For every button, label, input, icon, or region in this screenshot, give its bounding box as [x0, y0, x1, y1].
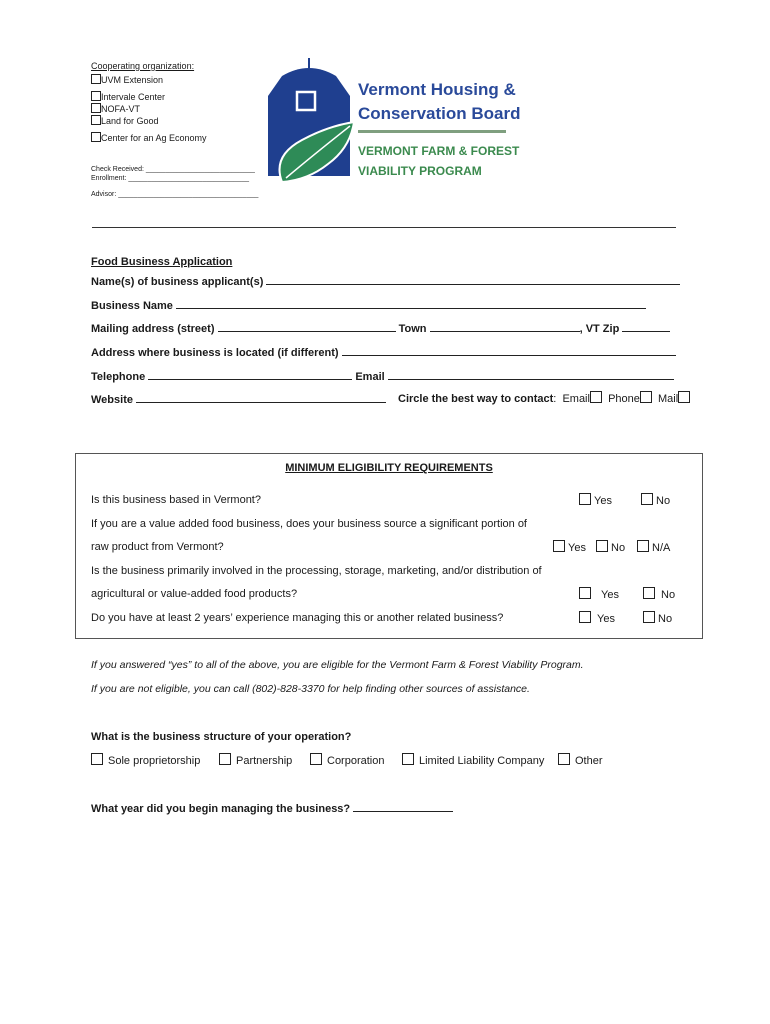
q1-no-option[interactable]: No: [641, 493, 670, 508]
town-label: Town: [398, 323, 427, 335]
structure-other-option[interactable]: Other: [558, 753, 603, 768]
eligibility-q2-line2: raw product from Vermont?: [91, 541, 224, 553]
eligibility-q3-line2: agricultural or value-added food products?: [91, 588, 298, 600]
checkbox[interactable]: [641, 493, 653, 505]
eligibility-q3-line1: Is the business primarily involved in the processing, storage, marketing, and/or distribution of: [91, 565, 542, 577]
structure-partnership-option[interactable]: Partnership: [219, 753, 292, 768]
q2-no-option[interactable]: No: [596, 540, 625, 555]
vhcb-logo-icon: [262, 56, 362, 186]
eligibility-q2-line1: If you are a value added food business, does your business source a significant portion of: [91, 518, 527, 530]
structure-corporation-option[interactable]: Corporation: [310, 753, 384, 768]
checkbox[interactable]: [219, 753, 231, 765]
not-eligible-note: If you are not eligible, you can call (802)-828-3370 for help finding other sources of assistance.: [91, 683, 530, 695]
structure-sole-prop-option[interactable]: Sole proprietorship: [91, 753, 200, 768]
contact-mail-option[interactable]: Mail: [655, 393, 690, 405]
checkbox[interactable]: [91, 132, 101, 142]
q3-yes-option[interactable]: Yes: [579, 587, 619, 602]
mailing-street-field[interactable]: [218, 320, 396, 332]
mailing-address-row: [91, 320, 670, 336]
zip-field[interactable]: [622, 320, 670, 332]
town-field[interactable]: [430, 320, 580, 332]
checkbox[interactable]: [91, 753, 103, 765]
checkbox[interactable]: [579, 611, 591, 623]
eligible-note: If you answered “yes” to all of the above, you are eligible for the Vermont Farm & Forest Viability Program.: [91, 659, 584, 671]
logo-title-line2: Conservation Board: [358, 104, 521, 123]
q4-yes-option[interactable]: Yes: [579, 611, 615, 626]
org-option-nofa[interactable]: NOFA-VT: [91, 103, 140, 115]
year-row: [91, 800, 453, 816]
checkbox[interactable]: [596, 540, 608, 552]
telephone-field[interactable]: [148, 368, 352, 380]
business-name-row: [91, 297, 646, 313]
website-row: [91, 391, 386, 407]
logo-subtitle-line2: VIABILITY PROGRAM: [358, 164, 482, 178]
location-field[interactable]: [342, 344, 676, 356]
checkbox[interactable]: [310, 753, 322, 765]
contact-phone-option[interactable]: Phone: [605, 393, 652, 405]
cooperating-org-label: Cooperating organization:: [91, 61, 195, 71]
org-option-uvm[interactable]: UVM Extension: [91, 74, 163, 86]
structure-question: What is the business structure of your operation?: [91, 731, 352, 743]
checkbox[interactable]: [402, 753, 414, 765]
form-title: Food Business Application: [91, 256, 233, 268]
checkbox[interactable]: [91, 115, 101, 125]
business-name-field[interactable]: [176, 297, 646, 309]
eligibility-q4: Do you have at least 2 years’ experience managing this or another related business?: [91, 612, 504, 624]
email-label: Email: [355, 371, 385, 383]
checkbox[interactable]: [91, 103, 101, 113]
contact-pref-label: Circle the best way to contact: [398, 393, 554, 405]
advisor-field[interactable]: Advisor: ____________________________________: [91, 191, 259, 198]
email-field[interactable]: [388, 368, 674, 380]
eligibility-q1: Is this business based in Vermont?: [91, 494, 261, 506]
structure-llc-option[interactable]: Limited Liability Company: [402, 753, 544, 768]
enrollment-field[interactable]: Enrollment: _______________________________: [91, 175, 250, 182]
contact-preference: Circle the best way to contact: Email Phone Mail: [398, 391, 690, 406]
business-name-label: Business Name: [91, 300, 173, 312]
checkbox[interactable]: [643, 587, 655, 599]
mailing-label: Mailing address (street): [91, 323, 215, 335]
checkbox[interactable]: [637, 540, 649, 552]
logo-divider: [358, 130, 506, 133]
checkbox[interactable]: [91, 91, 101, 101]
q4-no-option[interactable]: No: [643, 611, 672, 626]
org-option-intervale[interactable]: Intervale Center: [91, 91, 165, 103]
website-field[interactable]: [136, 391, 386, 403]
org-option-ag-economy[interactable]: Center for an Ag Economy: [91, 132, 207, 144]
checkbox[interactable]: [590, 391, 602, 403]
checkbox[interactable]: [643, 611, 655, 623]
q3-no-option[interactable]: No: [643, 587, 675, 602]
contact-row: [91, 368, 674, 384]
checkbox[interactable]: [579, 587, 591, 599]
year-question: What year did you begin managing the business?: [91, 803, 351, 815]
applicant-name-field[interactable]: [266, 273, 680, 285]
location-address-row: [91, 344, 676, 360]
q2-yes-option[interactable]: Yes: [553, 540, 586, 555]
contact-email-option[interactable]: Email: [562, 393, 602, 405]
logo-title-line1: Vermont Housing &: [358, 80, 516, 99]
telephone-label: Telephone: [91, 371, 146, 383]
org-option-land-for-good[interactable]: Land for Good: [91, 115, 159, 127]
eligibility-title: MINIMUM ELIGIBILITY REQUIREMENTS: [285, 462, 493, 474]
header-separator: [92, 227, 676, 228]
vt-zip-label: , VT Zip: [579, 323, 620, 335]
q2-na-option[interactable]: N/A: [637, 540, 670, 555]
check-received-field[interactable]: Check Received: ____________________________: [91, 166, 255, 173]
checkbox[interactable]: [579, 493, 591, 505]
q1-yes-option[interactable]: Yes: [579, 493, 612, 508]
checkbox[interactable]: [678, 391, 690, 403]
year-field[interactable]: [353, 800, 453, 812]
checkbox[interactable]: [558, 753, 570, 765]
applicant-label: Name(s) of business applicant(s): [91, 276, 264, 288]
website-label: Website: [91, 394, 133, 406]
location-label: Address where business is located (if different): [91, 347, 339, 359]
checkbox[interactable]: [91, 74, 101, 84]
checkbox[interactable]: [553, 540, 565, 552]
checkbox[interactable]: [640, 391, 652, 403]
applicant-name-row: [91, 273, 680, 289]
logo-subtitle-line1: VERMONT FARM & FOREST: [358, 144, 520, 158]
